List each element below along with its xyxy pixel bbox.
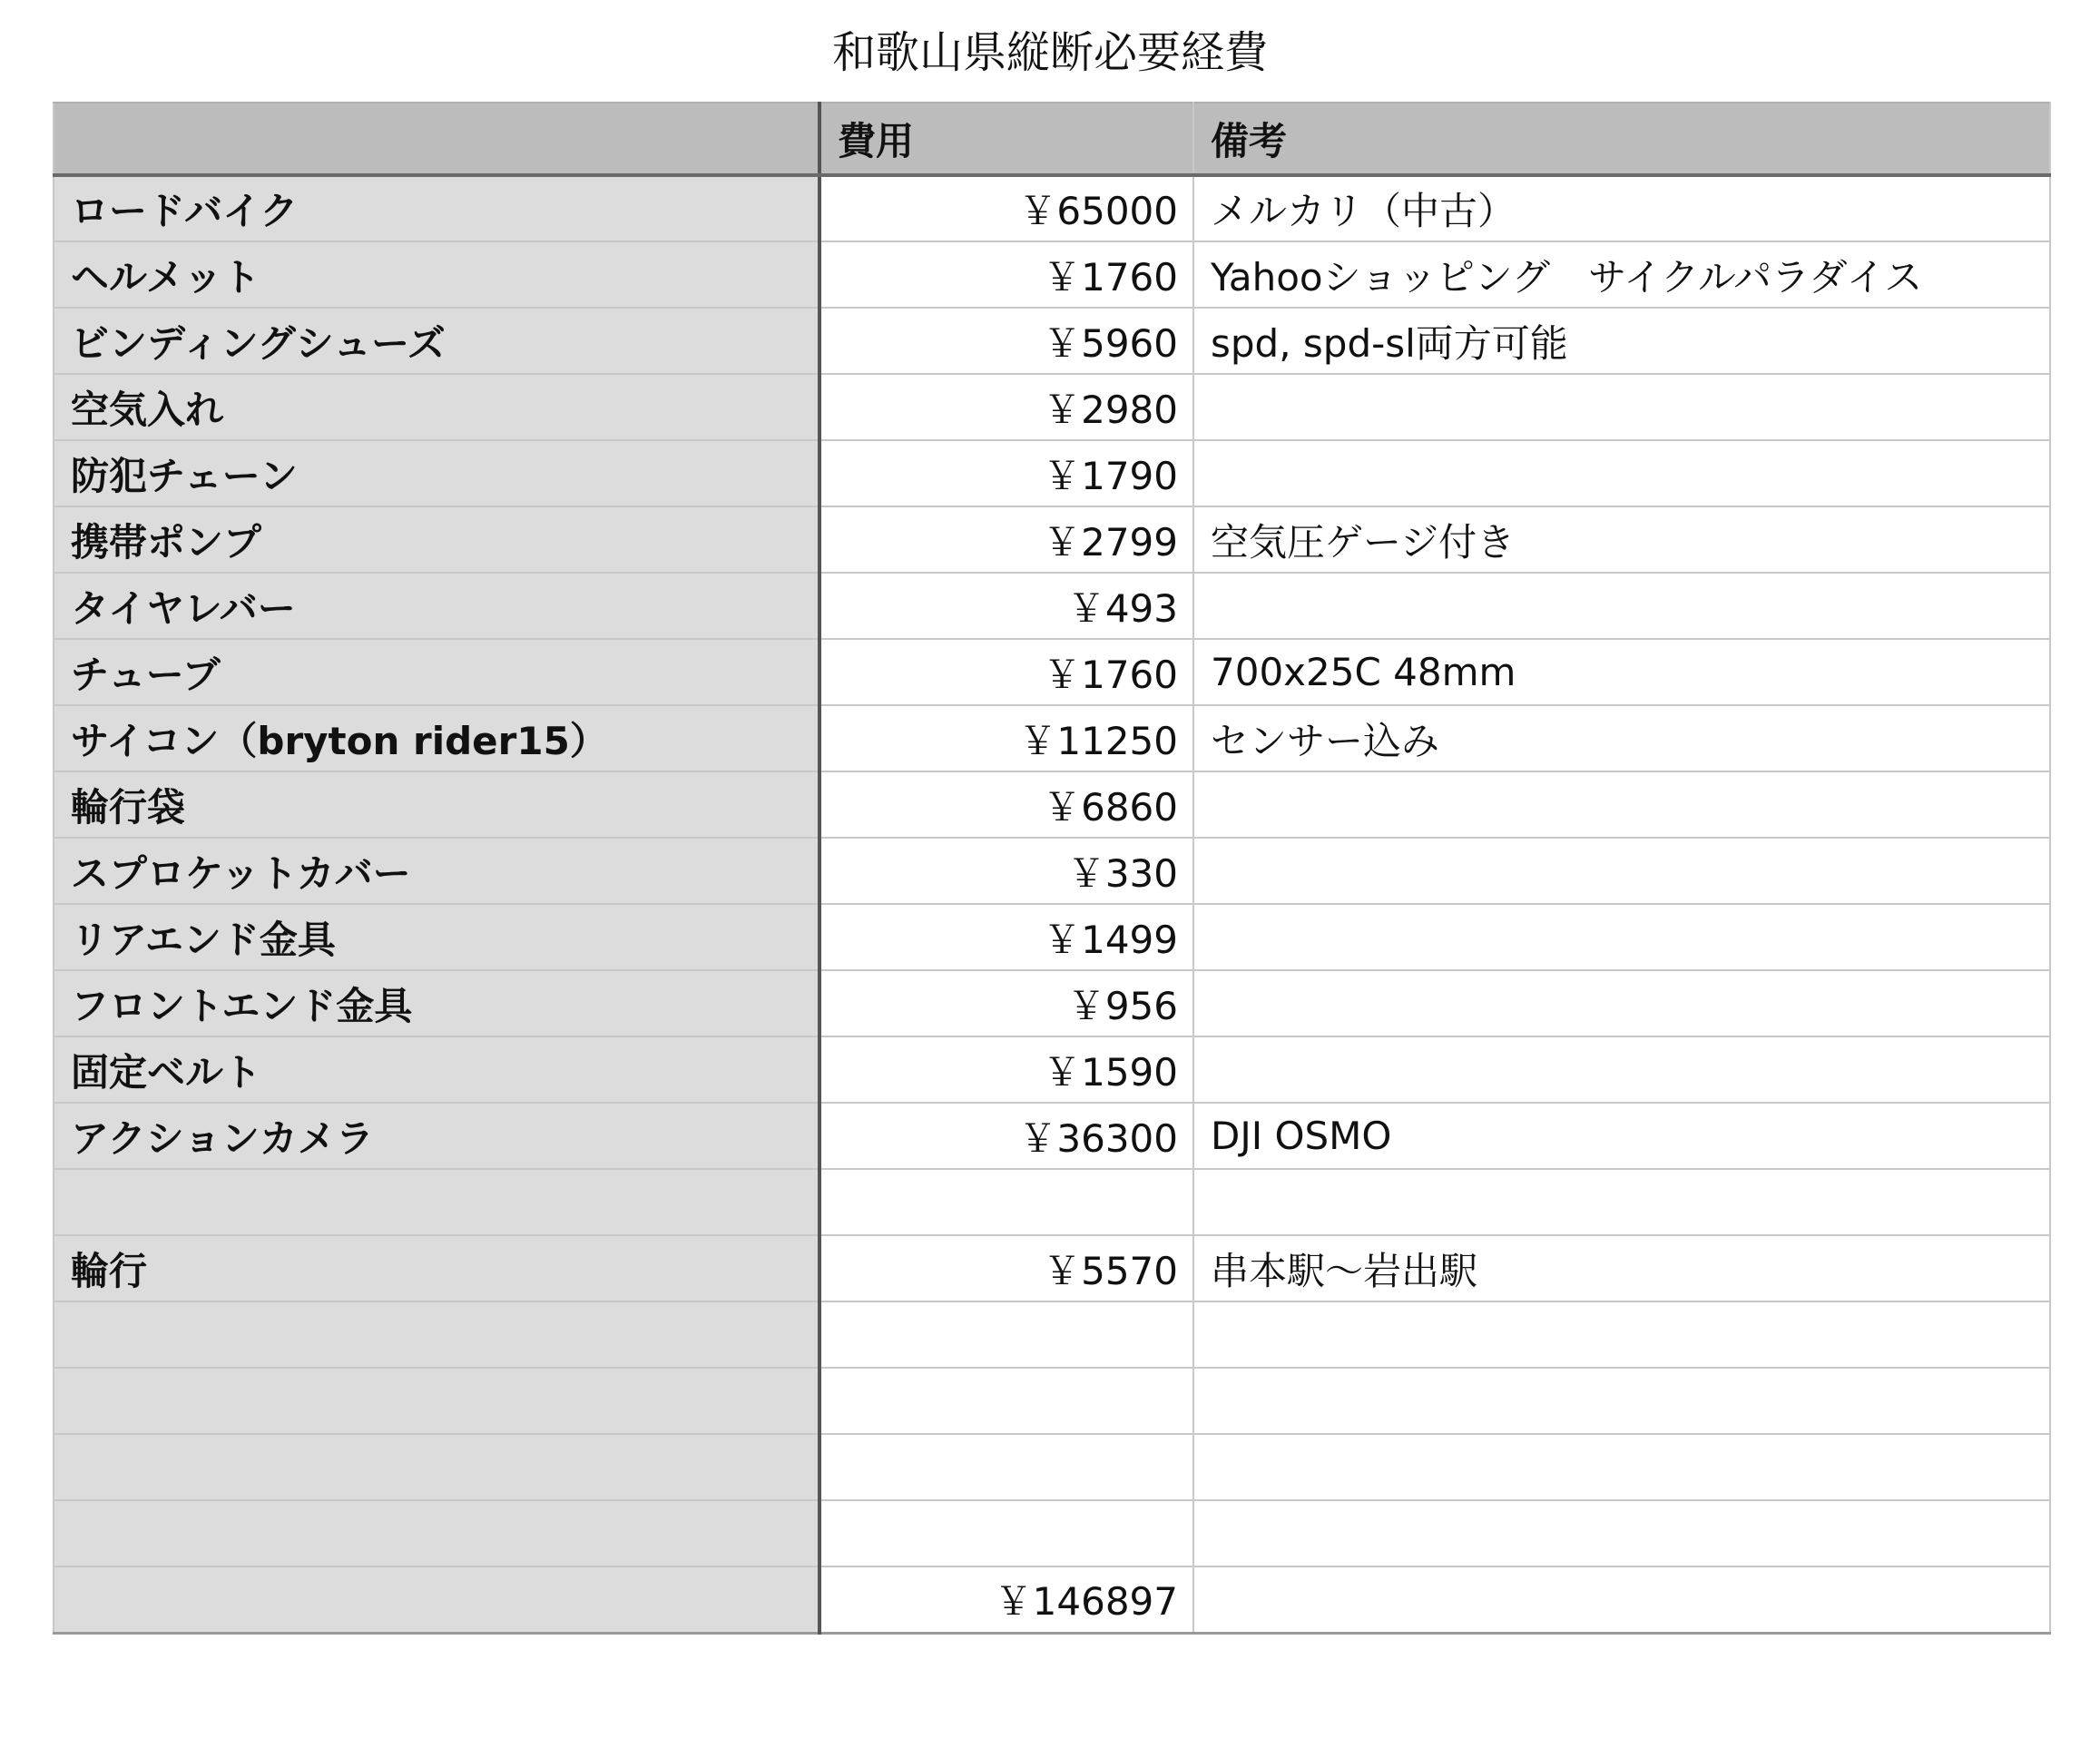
item-cost-cell[interactable]: ￥493: [819, 573, 1193, 639]
table-row: [54, 573, 2050, 639]
table-row: [54, 1036, 2050, 1103]
table-row: [54, 1169, 2050, 1235]
item-note-cell[interactable]: [1193, 1169, 2050, 1235]
expense-table: [53, 102, 2051, 1635]
total-row: [54, 1566, 2050, 1633]
item-cost-cell[interactable]: [819, 1301, 1193, 1368]
item-note-cell[interactable]: [1193, 1036, 2050, 1103]
table-row: [54, 904, 2050, 970]
table-row: [54, 1103, 2050, 1169]
item-cost-cell[interactable]: ￥2799: [819, 506, 1193, 573]
table-row: [54, 506, 2050, 573]
item-label-cell[interactable]: [54, 1301, 819, 1368]
item-label-cell[interactable]: [54, 1500, 819, 1566]
item-cost-cell[interactable]: ￥6860: [819, 771, 1193, 838]
item-cost-cell[interactable]: ￥5570: [819, 1235, 1193, 1301]
item-label-cell[interactable]: 固定ベルト: [54, 1036, 819, 1103]
item-cost-cell[interactable]: ￥5960: [819, 308, 1193, 374]
item-note-cell[interactable]: [1193, 904, 2050, 970]
sheet-title: 和歌山県縦断必要経費: [831, 27, 1268, 78]
item-cost-cell[interactable]: ￥1499: [819, 904, 1193, 970]
item-note-cell[interactable]: センサー込み: [1193, 705, 2050, 771]
item-note-cell[interactable]: DJI OSMO: [1193, 1103, 2050, 1169]
item-note-cell[interactable]: [1193, 1301, 2050, 1368]
header-row: [54, 103, 2050, 175]
table-row: [54, 639, 2050, 705]
table-row: [54, 1301, 2050, 1368]
table-row: [54, 838, 2050, 904]
item-label-cell[interactable]: 防犯チェーン: [54, 440, 819, 506]
item-cost-cell[interactable]: ￥1590: [819, 1036, 1193, 1103]
total-label-cell[interactable]: [54, 1566, 819, 1633]
item-note-cell[interactable]: Yahooショッピング サイクルパラダイス: [1193, 241, 2050, 308]
item-label-cell[interactable]: 輪行袋: [54, 771, 819, 838]
item-cost-cell[interactable]: ￥1760: [819, 639, 1193, 705]
item-note-cell[interactable]: [1193, 1500, 2050, 1566]
table-row: [54, 970, 2050, 1036]
item-label-cell[interactable]: スプロケットカバー: [54, 838, 819, 904]
table-row: [54, 1368, 2050, 1434]
table-row: [54, 308, 2050, 374]
total-note-cell[interactable]: [1193, 1566, 2050, 1633]
item-cost-cell[interactable]: ￥2980: [819, 374, 1193, 440]
item-label-cell[interactable]: タイヤレバー: [54, 573, 819, 639]
item-note-cell[interactable]: 串本駅〜岩出駅: [1193, 1235, 2050, 1301]
item-note-cell[interactable]: [1193, 374, 2050, 440]
item-label-cell[interactable]: 携帯ポンプ: [54, 506, 819, 573]
item-cost-cell[interactable]: ￥330: [819, 838, 1193, 904]
item-label-cell[interactable]: フロントエンド金具: [54, 970, 819, 1036]
header-note-cell[interactable]: 備考: [1193, 103, 2050, 175]
item-note-cell[interactable]: 空気圧ゲージ付き: [1193, 506, 2050, 573]
total-cost-cell[interactable]: ￥146897: [819, 1566, 1193, 1633]
item-label-cell[interactable]: リアエンド金具: [54, 904, 819, 970]
item-note-cell[interactable]: メルカリ（中古）: [1193, 175, 2050, 241]
table-row: [54, 1434, 2050, 1500]
item-note-cell[interactable]: [1193, 573, 2050, 639]
item-label-cell[interactable]: ロードバイク: [54, 175, 819, 241]
header-cost-cell[interactable]: 費用: [819, 103, 1193, 175]
item-label-cell[interactable]: サイコン（bryton rider15）: [54, 705, 819, 771]
item-label-cell[interactable]: 輪行: [54, 1235, 819, 1301]
item-label-cell[interactable]: ヘルメット: [54, 241, 819, 308]
header-label-cell[interactable]: [54, 103, 819, 175]
item-note-cell[interactable]: [1193, 1434, 2050, 1500]
table-row: [54, 1500, 2050, 1566]
table-row: [54, 175, 2050, 241]
item-label-cell[interactable]: 空気入れ: [54, 374, 819, 440]
table-row: [54, 440, 2050, 506]
item-cost-cell[interactable]: ￥956: [819, 970, 1193, 1036]
item-label-cell[interactable]: [54, 1434, 819, 1500]
item-note-cell[interactable]: [1193, 970, 2050, 1036]
item-note-cell[interactable]: [1193, 440, 2050, 506]
table-row: [54, 1235, 2050, 1301]
item-note-cell[interactable]: [1193, 838, 2050, 904]
item-cost-cell[interactable]: [819, 1500, 1193, 1566]
item-note-cell[interactable]: [1193, 1368, 2050, 1434]
item-cost-cell[interactable]: ￥65000: [819, 175, 1193, 241]
item-cost-cell[interactable]: ￥11250: [819, 705, 1193, 771]
item-label-cell[interactable]: アクションカメラ: [54, 1103, 819, 1169]
item-cost-cell[interactable]: [819, 1434, 1193, 1500]
item-label-cell[interactable]: ビンディングシューズ: [54, 308, 819, 374]
item-note-cell[interactable]: [1193, 771, 2050, 838]
item-cost-cell[interactable]: [819, 1368, 1193, 1434]
item-label-cell[interactable]: [54, 1169, 819, 1235]
table-row: [54, 241, 2050, 308]
table-row: [54, 771, 2050, 838]
item-label-cell[interactable]: チューブ: [54, 639, 819, 705]
item-cost-cell[interactable]: ￥1790: [819, 440, 1193, 506]
table-row: [54, 374, 2050, 440]
item-note-cell[interactable]: 700x25C 48mm: [1193, 639, 2050, 705]
item-label-cell[interactable]: [54, 1368, 819, 1434]
item-note-cell[interactable]: spd, spd-sl両方可能: [1193, 308, 2050, 374]
table-row: [54, 705, 2050, 771]
item-cost-cell[interactable]: ￥36300: [819, 1103, 1193, 1169]
item-cost-cell[interactable]: ￥1760: [819, 241, 1193, 308]
item-cost-cell[interactable]: [819, 1169, 1193, 1235]
